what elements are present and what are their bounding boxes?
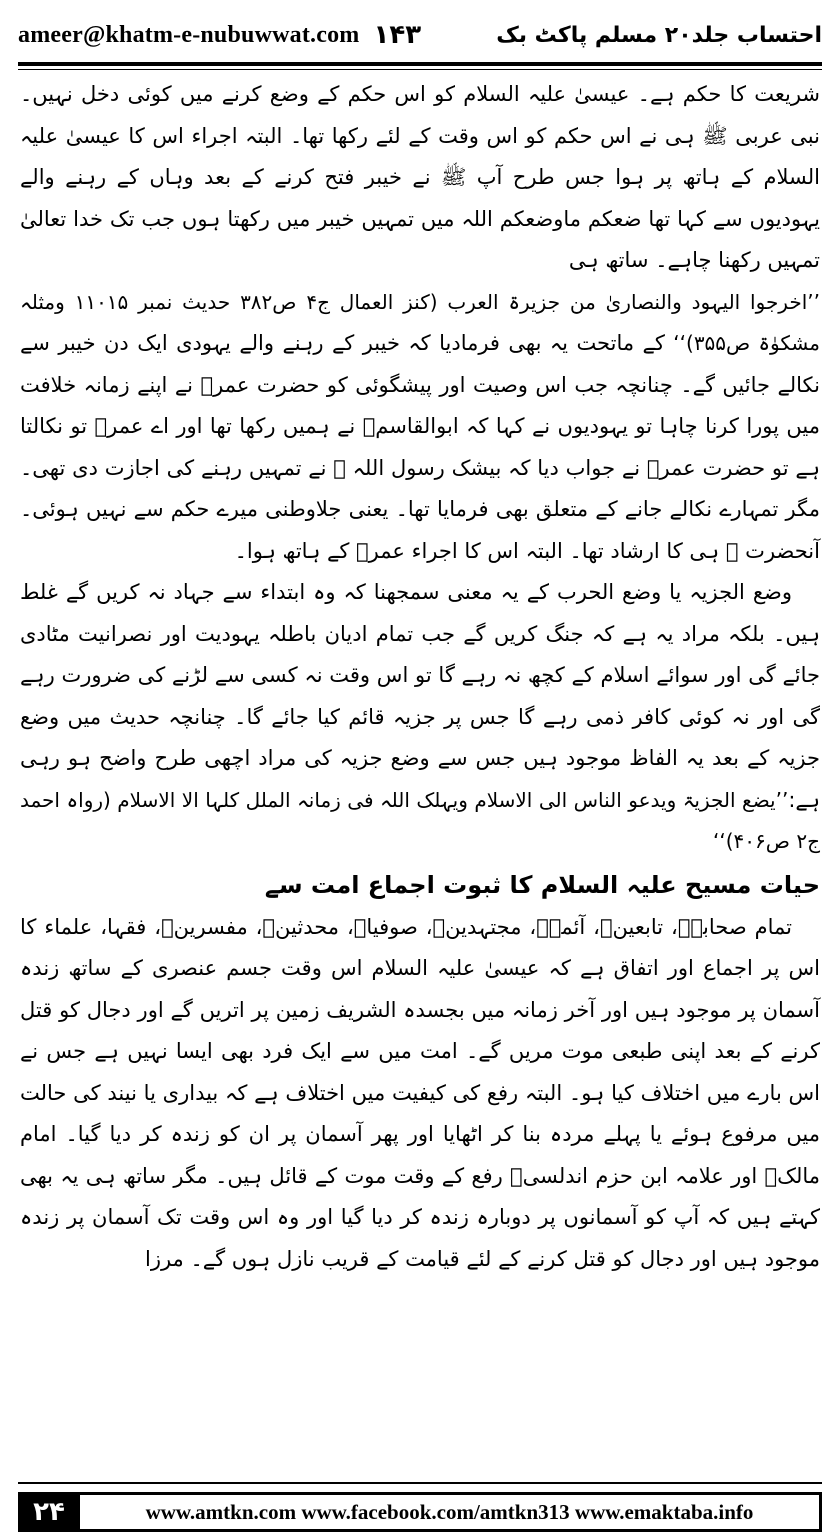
header-rule xyxy=(18,62,822,66)
page-body xyxy=(20,74,820,1454)
paragraph-2 xyxy=(20,282,820,573)
paragraph-3 xyxy=(20,572,820,863)
footer-rule xyxy=(18,1482,822,1484)
section-heading: حیات مسیح علیہ السلام کا ثبوت اجماع امت سے xyxy=(264,870,820,899)
header-rule-thin xyxy=(18,69,822,70)
header-page-number: ۱۴۳ xyxy=(373,20,422,50)
paragraph-4: تمام صحابہؓ، تابعینؒ، آئمہؒ، مجتہدینؒ، صوفیاؒ، محدثینؒ، مفسرینؒ، فقہا، علماء کا اس پر اجماع اور اتفاق ہے کہ عیسیٰ علیہ السلام اس وقت جسم عنصری کے ساتھ زندہ آسمان پر موجود ہیں اور آخر زمانہ میں بجسدہ الشریف زمین پر اتریں گے اور دجال کو قتل کرنے کے بعد اپنی طبعی موت مریں گے۔ امت میں سے ایک فرد بھی ایسا نہیں ہے جس نے اس بارے میں اختلاف کیا ہو۔ البتہ رفع کی کیفیت میں اختلاف ہے کہ بیداری یا نیند کی حالت میں مرفوع ہوئے یا پہلے مردہ بنا کر اٹھایا اور پھر آسمان پر ان کو زندہ کر دیا گیا۔ امام مالکؒ اور علامہ ابن حزم اندلسیؒ رفع کے وقت موت کے قائل ہیں۔ مگر ساتھ ہی یہ بھی کہتے ہیں کہ آپ کو آسمانوں پر دوبارہ زندہ کر دیا گیا اور وہ اس وقت تک آسمان پر زندہ موجود ہیں اور دجال کو قتل کرنے کے لئے قیامت کے قریب نازل ہوں گے۔ مرزا xyxy=(20,914,820,1271)
footer-page-number: ۲۴ xyxy=(33,1497,65,1527)
paragraph-2-text: کے ماتحت یہ بھی فرمادیا کہ خیبر کے رہنے والے یہودی ایک دن خیبر سے نکالے جائیں گے۔ چنانچہ جب اس وصیت اور پیشگوئی کو حضرت عمرؓ نے اپنے زمانہ خلافت میں پورا کرنا چاہا تو یہودیوں نے کہا کہ ابوالقاسمؐ نے ہمیں رکھا تھا اور اے عمرؓ تو نکالتا ہے تو حضرت عمرؓ نے جواب دیا کہ بیشک رسول اللہ ﷺ نے تمہیں رہنے کی اجازت دی تھی۔ مگر تمہارے نکالے جانے کے متعلق بھی فرمایا تھا۔ یعنی جلاوطنی میرے حکم سے نہیں ہوئی۔ آنحضرت ﷺ ہی کا ارشاد تھا۔ البتہ اس کا اجراء عمرؓ کے ہاتھ ہوا۔ xyxy=(20,331,820,563)
arabic-quote-1: ’’اخرجوا الیہود والنصاریٰ من جزیرۃ العرب (کنز العمال ج۴ ص۳۸۲ حدیث نمبر ۱۱۰۱۵ ومثلہ مشکوٰۃ ص۳۵۵)‘‘ xyxy=(20,289,820,355)
page-header xyxy=(18,10,822,60)
header-email[interactable]: ameer@khatm-e-nubuwwat.com xyxy=(18,21,360,48)
arabic-quote-2: ’’یضع الجزیۃ ویدعو الناس الی الاسلام ویہلک اللہ فی زمانہ الملل کلہا الا الاسلام (رواہ احمد ج۲ ص۴۰۶)‘‘ xyxy=(20,787,820,853)
header-book-title: احتساب جلد۲۰ مسلم پاکٹ بک xyxy=(496,22,822,48)
page-footer xyxy=(18,1492,822,1532)
footer-links[interactable]: www.amtkn.com www.facebook.com/amtkn313 www.emaktaba.info xyxy=(80,1495,819,1529)
header-left-group xyxy=(18,20,421,50)
paragraph-3-text: وضع الجزیہ یا وضع الحرب کے یہ معنی سمجھنا کہ وہ ابتداء سے جہاد نہ کریں گے غلط ہیں۔ بلکہ مراد یہ ہے کہ جنگ کریں گے جب تمام ادیان باطلہ یہودیت اور نصرانیت مٹادی جائے گی اور سوائے اسلام کے کچھ نہ رہے گا تو اس وقت نہ کسی سے لڑنے کی ضرورت رہے گی اور نہ کوئی کافر ذمی رہے گا جس پر جزیہ قائم کیا جائے گا۔ چنانچہ حدیث میں وضع جزیہ کے بعد یہ الفاظ موجود ہیں جس سے وضع جزیہ کی مراد اچھی طرح واضح ہو رہی ہے: xyxy=(20,580,820,812)
paragraph-1: شریعت کا حکم ہے۔ عیسیٰ علیہ السلام کو اس حکم کے وضع کرنے میں کوئی دخل نہیں۔ نبی عربی ﷺ ہی نے اس حکم کو اس وقت کے لئے رکھا تھا۔ البتہ اجراء اس کا عیسیٰ علیہ السلام کے ہاتھ پر ہوا جس طرح آپ ﷺ نے خیبر فتح کرنے کے بعد وہاں کے رہنے والے یہودیوں سے کہا تھا ضعکم ماوضعکم اللہ میں تمہیں خیبر میں رکھتا ہوں جب تک خدا تعالیٰ تمہیں رکھنا چاہے۔ ساتھ ہی xyxy=(20,82,820,272)
